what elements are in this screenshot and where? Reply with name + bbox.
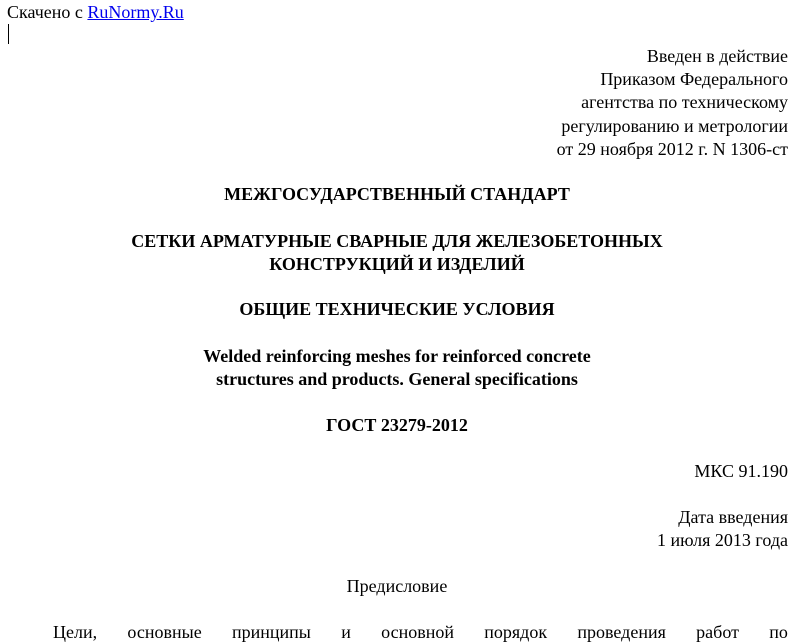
runormy-link[interactable]: RuNormy.Ru [87, 2, 184, 22]
paragraph-word: проведения [577, 622, 666, 642]
standard-subtitle: ОБЩИЕ ТЕХНИЧЕСКИЕ УСЛОВИЯ [239, 299, 555, 319]
enactment-line: регулированию и метрологии [561, 115, 788, 136]
date-label: Дата введения [678, 507, 788, 527]
english-title-line2: structures and products. General specifications [216, 369, 578, 389]
standard-title-line2: КОНСТРУКЦИЙ И ИЗДЕЛИЙ [269, 254, 525, 274]
text-cursor [8, 24, 9, 44]
enactment-line: агентства по техническому [581, 92, 788, 113]
paragraph-word: основной [381, 622, 454, 642]
enactment-note [557, 45, 788, 161]
paragraph-word: основные [127, 622, 202, 642]
download-source-line [7, 1, 184, 23]
enactment-line: Введен в действие [646, 46, 788, 66]
paragraph-word: порядок [484, 622, 548, 642]
paragraph-word: принципы [232, 622, 311, 642]
paragraph-word: и [341, 622, 351, 642]
date-value: 1 июля 2013 года [657, 530, 788, 550]
paragraph-word: работ [696, 622, 739, 642]
paragraph-word: Цели, [53, 622, 98, 642]
introduction-date [657, 506, 788, 552]
preface-paragraph-line [53, 621, 788, 643]
standard-category: МЕЖГОСУДАРСТВЕННЫЙ СТАНДАРТ [224, 184, 570, 204]
enactment-line: Приказом Федерального [600, 69, 788, 90]
english-title-line1: Welded reinforcing meshes for reinforced concrete [203, 346, 591, 366]
standard-title-line1: СЕТКИ АРМАТУРНЫЕ СВАРНЫЕ ДЛЯ ЖЕЛЕЗОБЕТОННЫХ [131, 231, 663, 251]
preface-heading: Предисловие [346, 576, 448, 596]
gost-code: ГОСТ 23279-2012 [326, 415, 468, 435]
paragraph-word: по [769, 622, 788, 642]
enactment-line: от 29 ноября 2012 г. N 1306-ст [556, 138, 788, 159]
mks-code: МКС 91.190 [694, 461, 788, 481]
download-prefix: Скачено с [7, 2, 88, 22]
